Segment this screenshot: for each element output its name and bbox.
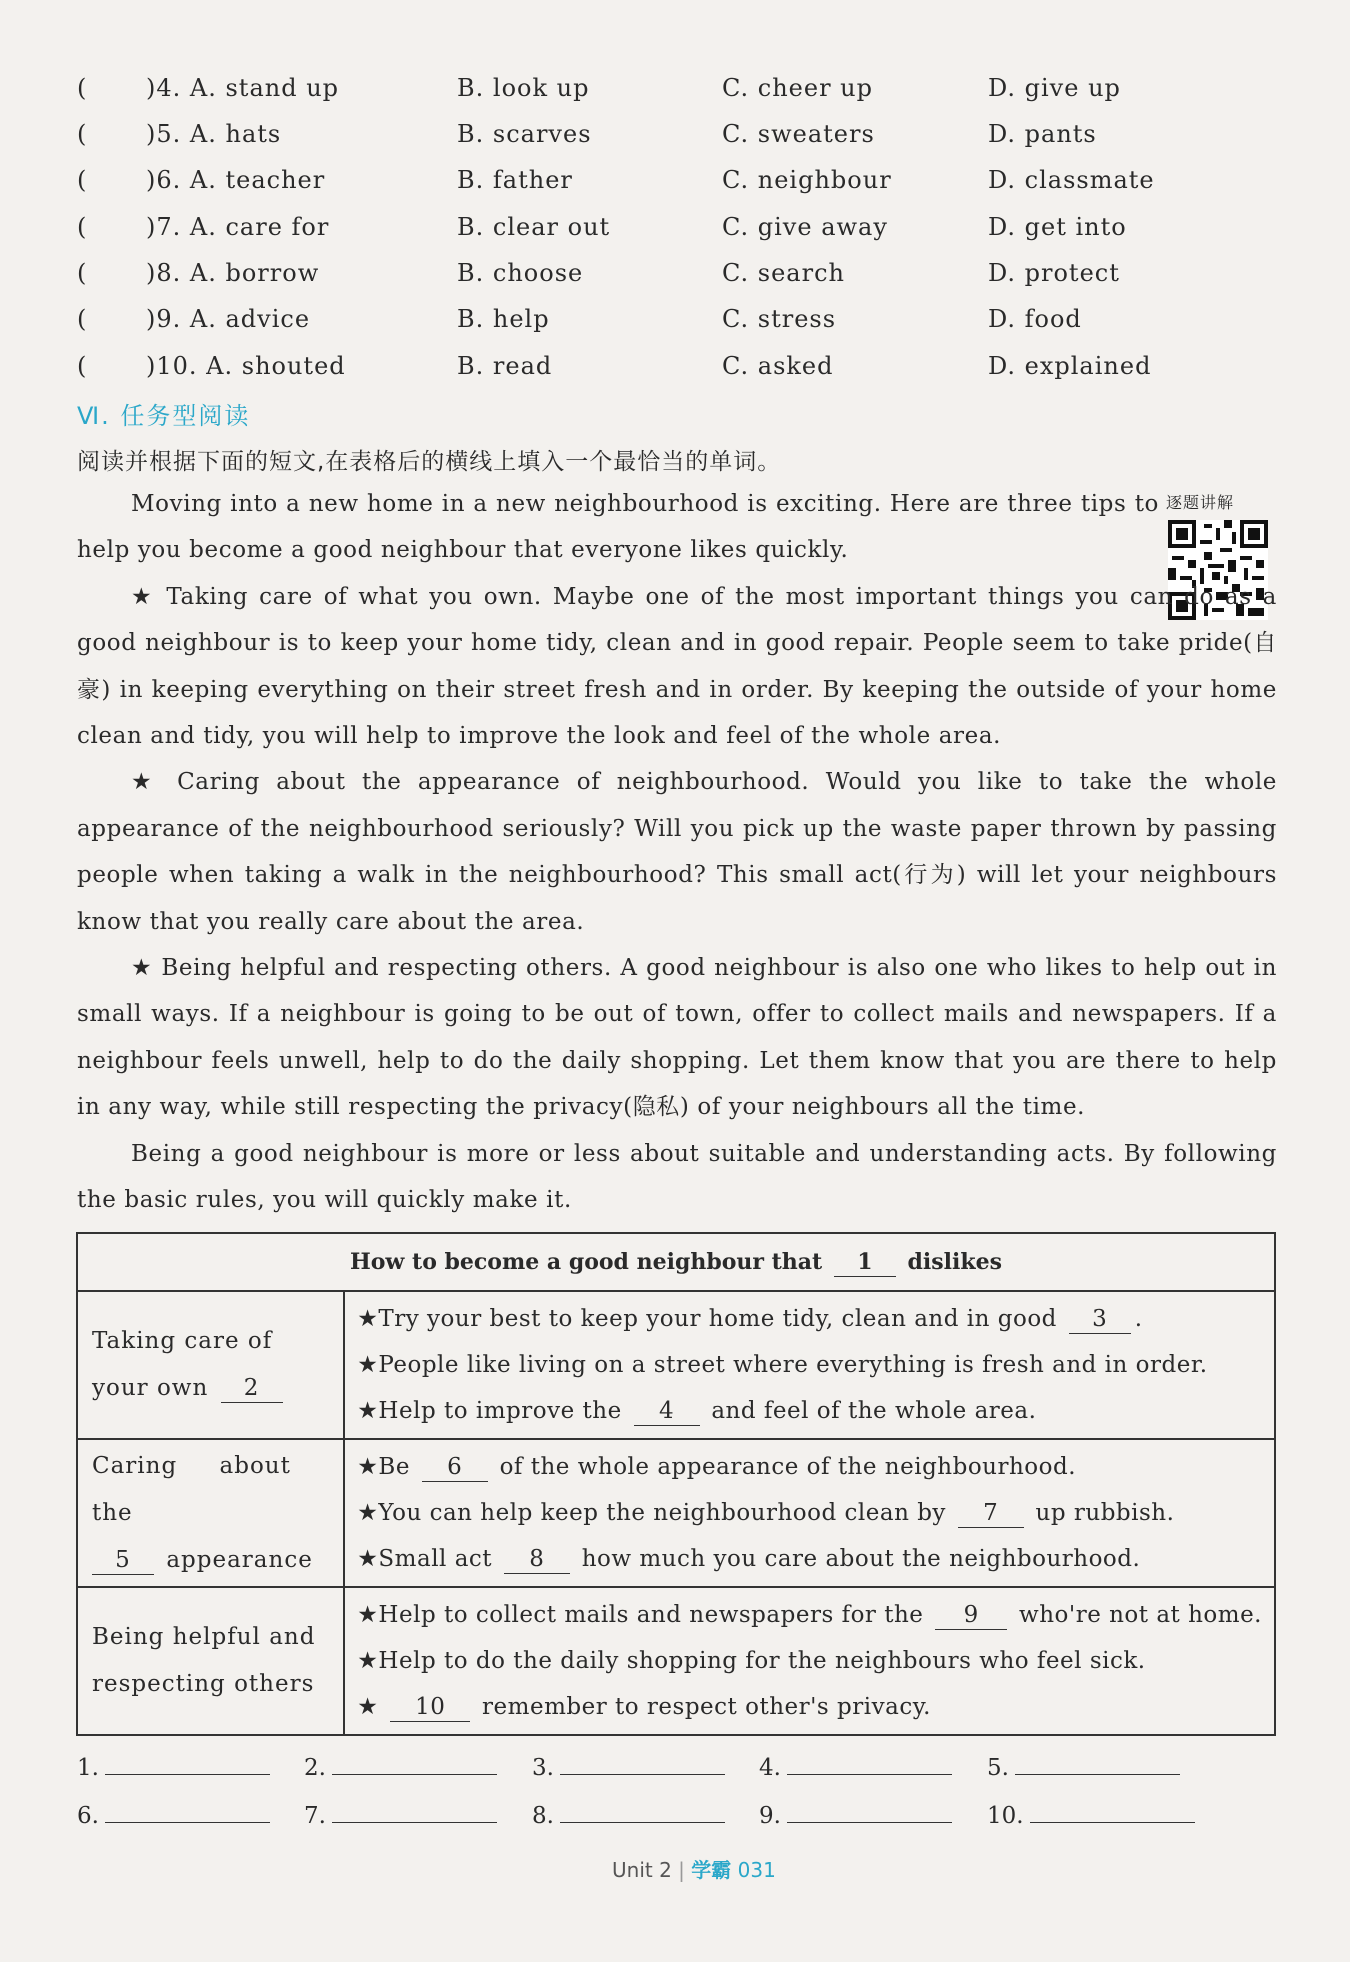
answer-paren: (: [77, 74, 88, 102]
row-label-text: Taking care of your own: [92, 1328, 273, 1401]
table-header-text: How to become a good neighbour that: [349, 1248, 823, 1275]
answer-slot[interactable]: [532, 1800, 725, 1829]
table-header: [77, 1233, 1275, 1291]
answer-line[interactable]: [560, 1752, 725, 1775]
table-line: ★People like living on a street where everything is fresh and in order.: [357, 1352, 1208, 1378]
answer-number: 3.: [532, 1755, 554, 1781]
label-part: Caring about the: [92, 1452, 291, 1526]
option-d: D. explained: [988, 352, 1152, 380]
row-label-care-own: [77, 1291, 344, 1439]
option-c: C. asked: [722, 352, 834, 380]
section-instruction: 阅读并根据下面的短文,在表格后的横线上填入一个最恰当的单词。: [77, 449, 782, 475]
option-c: C. cheer up: [722, 74, 873, 102]
mcq-row-9: [0, 305, 1350, 351]
table-line: [357, 1684, 1262, 1730]
option-d: D. food: [988, 305, 1082, 333]
option-c: C. search: [722, 259, 845, 287]
answer-paren: (: [77, 352, 88, 380]
footer-divider: |: [678, 1858, 685, 1882]
answer-slot[interactable]: [304, 1800, 497, 1829]
option-a: )4. A. stand up: [146, 74, 340, 102]
row-label-text: [92, 1443, 329, 1537]
answer-slot[interactable]: [759, 1752, 952, 1781]
mcq-row-7: [0, 213, 1350, 259]
row-label-appearance: [77, 1439, 344, 1587]
option-a: )10. A. shouted: [146, 352, 346, 380]
answer-number: 9.: [759, 1803, 781, 1829]
answer-line[interactable]: [1015, 1752, 1180, 1775]
answer-slot[interactable]: [77, 1800, 270, 1829]
option-a: )9. A. advice: [146, 305, 311, 333]
table-line: [357, 1490, 1262, 1536]
answer-number: 7.: [304, 1803, 326, 1829]
answer-line[interactable]: [332, 1752, 497, 1775]
answer-slot[interactable]: [759, 1800, 952, 1829]
page-number: 031: [737, 1858, 776, 1882]
answer-slot[interactable]: [987, 1752, 1180, 1781]
task-table: [76, 1232, 1276, 1736]
blank-4[interactable]: 4: [634, 1397, 700, 1426]
blank-3[interactable]: 3: [1069, 1305, 1131, 1334]
answer-number: 6.: [77, 1803, 99, 1829]
line-text: who're not at home.: [1019, 1602, 1262, 1628]
option-d: D. get into: [988, 213, 1127, 241]
line-text: up rubbish.: [1035, 1500, 1175, 1526]
option-b: B. clear out: [457, 213, 611, 241]
answer-number: 5.: [987, 1755, 1009, 1781]
answer-slot[interactable]: [77, 1752, 270, 1781]
answer-paren: (: [77, 120, 88, 148]
line-text: and feel of the whole area.: [711, 1398, 1037, 1424]
mcq-row-6: [0, 166, 1350, 212]
option-d: D. classmate: [988, 166, 1155, 194]
table-header-text: dislikes: [907, 1248, 1003, 1275]
qr-label: 逐题讲解: [1166, 493, 1235, 512]
blank-8[interactable]: 8: [504, 1545, 570, 1574]
passage-paragraph: ★ Caring about the appearance of neighbourhood. Would you like to take the whole appearance of the neighbourhood seriously? Will you pick up the waste paper thrown by passing people when taking a walk in the neighbourhood? This small act(行为) will let your neighbours know that you really care about the area.: [77, 769, 1277, 935]
line-text: of the whole appearance of the neighbourhood.: [499, 1454, 1077, 1480]
line-text: ★: [357, 1694, 379, 1720]
passage-paragraph: ★ Being helpful and respecting others. A good neighbour is also one who likes to help out in small ways. If a neighbour is going to be out of town, offer to collect mails and newspapers. If a neighbour feels unwell, help to do the daily shopping. Let them know that you are there to help in any way, while still respecting the privacy(隐私) of your neighbours all the time.: [77, 955, 1277, 1121]
answer-line[interactable]: [105, 1800, 270, 1823]
line-text: ★Small act: [357, 1546, 493, 1572]
table-line: [357, 1536, 1262, 1582]
answer-line[interactable]: [787, 1752, 952, 1775]
page-footer: [612, 1854, 776, 1883]
option-a: )8. A. borrow: [146, 259, 320, 287]
option-c: C. sweaters: [722, 120, 875, 148]
answer-paren: (: [77, 213, 88, 241]
blank-2[interactable]: 2: [221, 1374, 283, 1403]
answer-line[interactable]: [1030, 1800, 1195, 1823]
blank-7[interactable]: 7: [958, 1499, 1024, 1528]
blank-10[interactable]: 10: [390, 1693, 470, 1722]
line-text: ★Try your best to keep your home tidy, clean and in good: [357, 1306, 1057, 1332]
line-text: how much you care about the neighbourhood.: [581, 1546, 1141, 1572]
reading-passage: [77, 481, 1277, 1224]
blank-6[interactable]: 6: [422, 1453, 488, 1482]
line-text: ★You can help keep the neighbourhood clean by: [357, 1500, 946, 1526]
line-text: ★Help to improve the: [357, 1398, 622, 1424]
option-b: B. father: [457, 166, 573, 194]
option-a: )5. A. hats: [146, 120, 282, 148]
mcq-row-5: [0, 120, 1350, 166]
answer-line[interactable]: [105, 1752, 270, 1775]
option-a: )7. A. care for: [146, 213, 330, 241]
blank-5[interactable]: 5: [92, 1546, 154, 1575]
line-text: remember to respect other's privacy.: [482, 1694, 931, 1720]
mcq-row-10: [0, 352, 1350, 398]
row-content-appearance: [344, 1439, 1275, 1587]
table-line: [357, 1444, 1262, 1490]
line-text: ★Help to collect mails and newspapers for the: [357, 1602, 924, 1628]
blank-9[interactable]: 9: [935, 1601, 1007, 1630]
table-line: [357, 1296, 1262, 1342]
option-b: B. read: [457, 352, 553, 380]
option-b: B. choose: [457, 259, 584, 287]
line-text: .: [1134, 1306, 1143, 1332]
option-c: C. stress: [722, 305, 837, 333]
option-d: D. pants: [988, 120, 1097, 148]
mcq-row-4: [0, 74, 1350, 120]
row-content-helpful: [344, 1587, 1275, 1735]
label-part: appearance: [166, 1546, 313, 1573]
passage-paragraph: Being a good neighbour is more or less about suitable and understanding acts. By following the basic rules, you will quickly make it.: [77, 1140, 1277, 1214]
answer-number: 8.: [532, 1803, 554, 1829]
table-line: [357, 1388, 1262, 1434]
row-label-helpful: Being helpful and respecting others: [77, 1587, 344, 1735]
option-d: D. protect: [988, 259, 1120, 287]
mcq-row-8: [0, 259, 1350, 305]
footer-brand: 学霸: [691, 1858, 732, 1882]
answer-number: 2.: [304, 1755, 326, 1781]
option-b: B. help: [457, 305, 550, 333]
option-b: B. scarves: [457, 120, 592, 148]
answer-slot[interactable]: [304, 1752, 497, 1781]
section-title: Ⅵ. 任务型阅读: [77, 402, 251, 430]
option-a: )6. A. teacher: [146, 166, 326, 194]
answer-line[interactable]: [787, 1800, 952, 1823]
answer-line[interactable]: [560, 1800, 725, 1823]
footer-unit: Unit 2: [612, 1858, 672, 1882]
answer-number: 4.: [759, 1755, 781, 1781]
option-d: D. give up: [988, 74, 1121, 102]
option-b: B. look up: [457, 74, 590, 102]
answer-slot[interactable]: [532, 1752, 725, 1781]
row-content-care-own: [344, 1291, 1275, 1439]
answer-paren: (: [77, 166, 88, 194]
answer-number: 1.: [77, 1755, 99, 1781]
answer-number: 10.: [987, 1803, 1024, 1829]
table-line: [357, 1592, 1262, 1638]
table-line: ★Help to do the daily shopping for the neighbours who feel sick.: [357, 1648, 1146, 1674]
option-c: C. give away: [722, 213, 888, 241]
blank-1[interactable]: 1: [834, 1248, 896, 1277]
passage-paragraph: ★ Taking care of what you own. Maybe one of the most important things you can do as a good neighbour is to keep your home tidy, clean and in good repair. People seem to take pride(自豪) in keeping everything on their street fresh and in order. By keeping the outside of your home clean and tidy, you will help to improve the look and feel of the whole area.: [77, 583, 1277, 750]
answer-paren: (: [77, 305, 88, 333]
answer-line[interactable]: [332, 1800, 497, 1823]
answer-slot[interactable]: [987, 1800, 1195, 1829]
answer-paren: (: [77, 259, 88, 287]
passage-paragraph: Moving into a new home in a new neighbourhood is exciting. Here are three tips to help you become a good neighbour that everyone likes quickly.: [77, 491, 1159, 564]
line-text: ★Be: [357, 1454, 410, 1480]
option-c: C. neighbour: [722, 166, 892, 194]
